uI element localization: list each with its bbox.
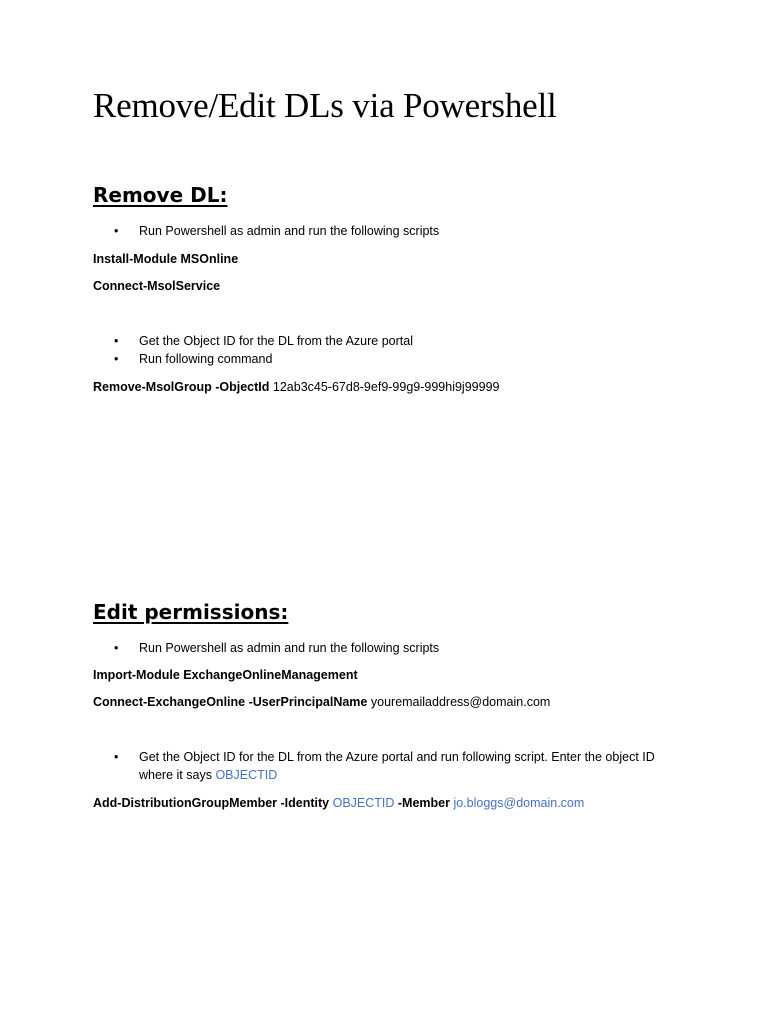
member-flag: -Member (397, 796, 450, 810)
command-name: Connect-ExchangeOnline -UserPrincipalName (93, 695, 368, 709)
member-email: jo.bloggs@domain.com (453, 796, 585, 810)
bullet-icon: • (114, 641, 119, 655)
bullet-text-body: Get the Object ID for the DL from the Azure portal and run following script. Enter the object ID where it says (139, 750, 655, 782)
command-install-module: Install-Module MSOnline (93, 252, 239, 266)
bullet-text: Run following command (139, 352, 273, 366)
bullet-text: Get the Object ID for the DL from the Azure portal (139, 334, 413, 348)
bullet-icon: • (114, 352, 119, 366)
object-id-value: 12ab3c45-67d8-9ef9-99g9-999hi9j99999 (272, 380, 500, 394)
objectid-placeholder: OBJECTID (332, 796, 395, 810)
bullet-icon: • (114, 224, 119, 238)
email-value: youremailaddress@domain.com (370, 695, 551, 709)
command-connect-exchange (93, 693, 550, 711)
objectid-highlight: OBJECTID (215, 768, 278, 782)
remove-dl-heading: Remove DL: (93, 183, 228, 207)
command-import-module: Import-Module ExchangeOnlineManagement (93, 668, 358, 682)
command-name: Add-DistributionGroupMember -Identity (93, 796, 330, 810)
bullet-text: Run Powershell as admin and run the following scripts (139, 224, 440, 238)
command-connect-msol: Connect-MsolService (93, 279, 221, 293)
bullet-icon: • (114, 750, 119, 764)
command-name: Remove-MsolGroup -ObjectId (93, 380, 270, 394)
edit-permissions-heading: Edit permissions: (93, 600, 289, 624)
bullet-text: Run Powershell as admin and run the following scripts (139, 641, 440, 655)
command-remove-msolgroup (93, 378, 499, 396)
page-title: Remove/Edit DLs via Powershell (93, 86, 557, 125)
command-add-distribution-member (93, 794, 584, 812)
bullet-icon: • (114, 334, 119, 348)
bullet-text (139, 748, 679, 784)
